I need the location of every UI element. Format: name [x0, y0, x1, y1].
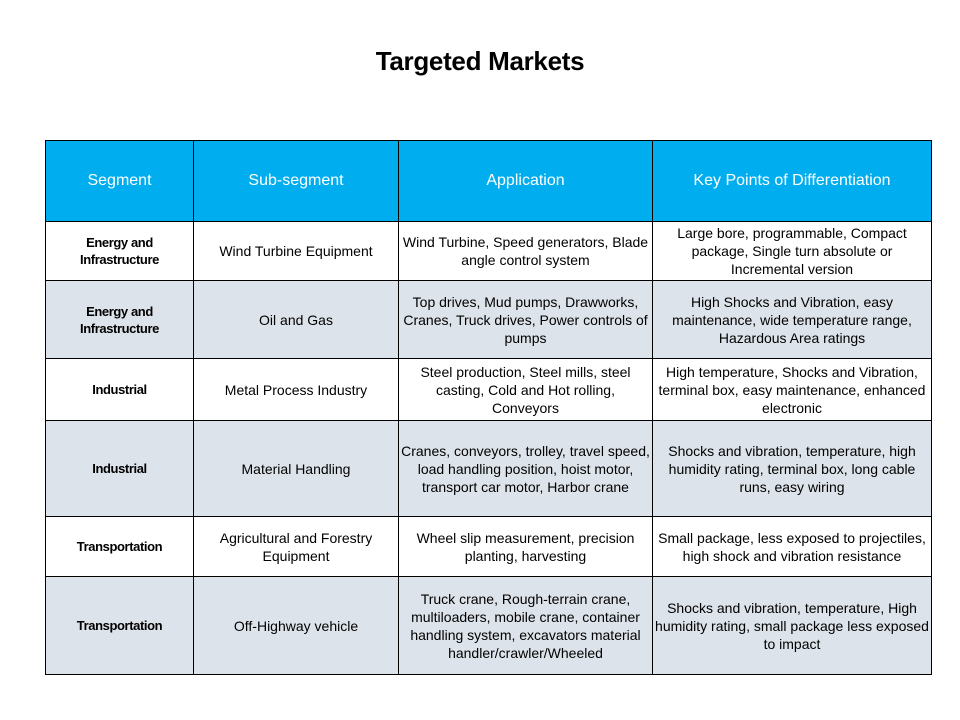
header-differentiation: Key Points of Differentiation [653, 141, 932, 222]
table-row [46, 517, 932, 577]
table-row [46, 421, 932, 517]
differentiation-cell: Small package, less exposed to projectiles, high shock and vibration resistance [653, 517, 932, 577]
table-row [46, 222, 932, 281]
segment-cell: Industrial [46, 421, 194, 517]
differentiation-cell: Shocks and vibration, temperature, high humidity rating, terminal box, long cable runs, easy wiring [653, 421, 932, 517]
table-row [46, 281, 932, 359]
segment-cell: Industrial [46, 359, 194, 421]
segment-cell: Transportation [46, 577, 194, 675]
header-application: Application [399, 141, 653, 222]
differentiation-cell: Shocks and vibration, temperature, High humidity rating, small package less exposed to impact [653, 577, 932, 675]
segment-cell: Energy and Infrastructure [46, 222, 194, 281]
differentiation-cell: High temperature, Shocks and Vibration, terminal box, easy maintenance, enhanced electronic [653, 359, 932, 421]
application-cell: Top drives, Mud pumps, Drawworks, Cranes, Truck drives, Power controls of pumps [399, 281, 653, 359]
segment-cell: Transportation [46, 517, 194, 577]
subsegment-cell: Metal Process Industry [194, 359, 399, 421]
application-cell: Truck crane, Rough-terrain crane, multiloaders, mobile crane, container handling system, excavators material handler/crawler/Wheeled [399, 577, 653, 675]
application-cell: Steel production, Steel mills, steel casting, Cold and Hot rolling, Conveyors [399, 359, 653, 421]
application-cell: Cranes, conveyors, trolley, travel speed, load handling position, hoist motor, transport car motor, Harbor crane [399, 421, 653, 517]
table-row [46, 359, 932, 421]
targeted-markets-table [45, 140, 932, 675]
subsegment-cell: Off-Highway vehicle [194, 577, 399, 675]
application-cell: Wheel slip measurement, precision planting, harvesting [399, 517, 653, 577]
table-row [46, 577, 932, 675]
segment-cell: Energy and Infrastructure [46, 281, 194, 359]
header-segment: Segment [46, 141, 194, 222]
differentiation-cell: High Shocks and Vibration, easy maintenance, wide temperature range, Hazardous Area ratings [653, 281, 932, 359]
subsegment-cell: Material Handling [194, 421, 399, 517]
differentiation-cell: Large bore, programmable, Compact package, Single turn absolute or Incremental version [653, 222, 932, 281]
slide-title: Targeted Markets [375, 46, 585, 76]
header-row [46, 141, 932, 222]
subsegment-cell: Oil and Gas [194, 281, 399, 359]
header-sub-segment: Sub-segment [194, 141, 399, 222]
subsegment-cell: Wind Turbine Equipment [194, 222, 399, 281]
application-cell: Wind Turbine, Speed generators, Blade angle control system [399, 222, 653, 281]
subsegment-cell: Agricultural and Forestry Equipment [194, 517, 399, 577]
